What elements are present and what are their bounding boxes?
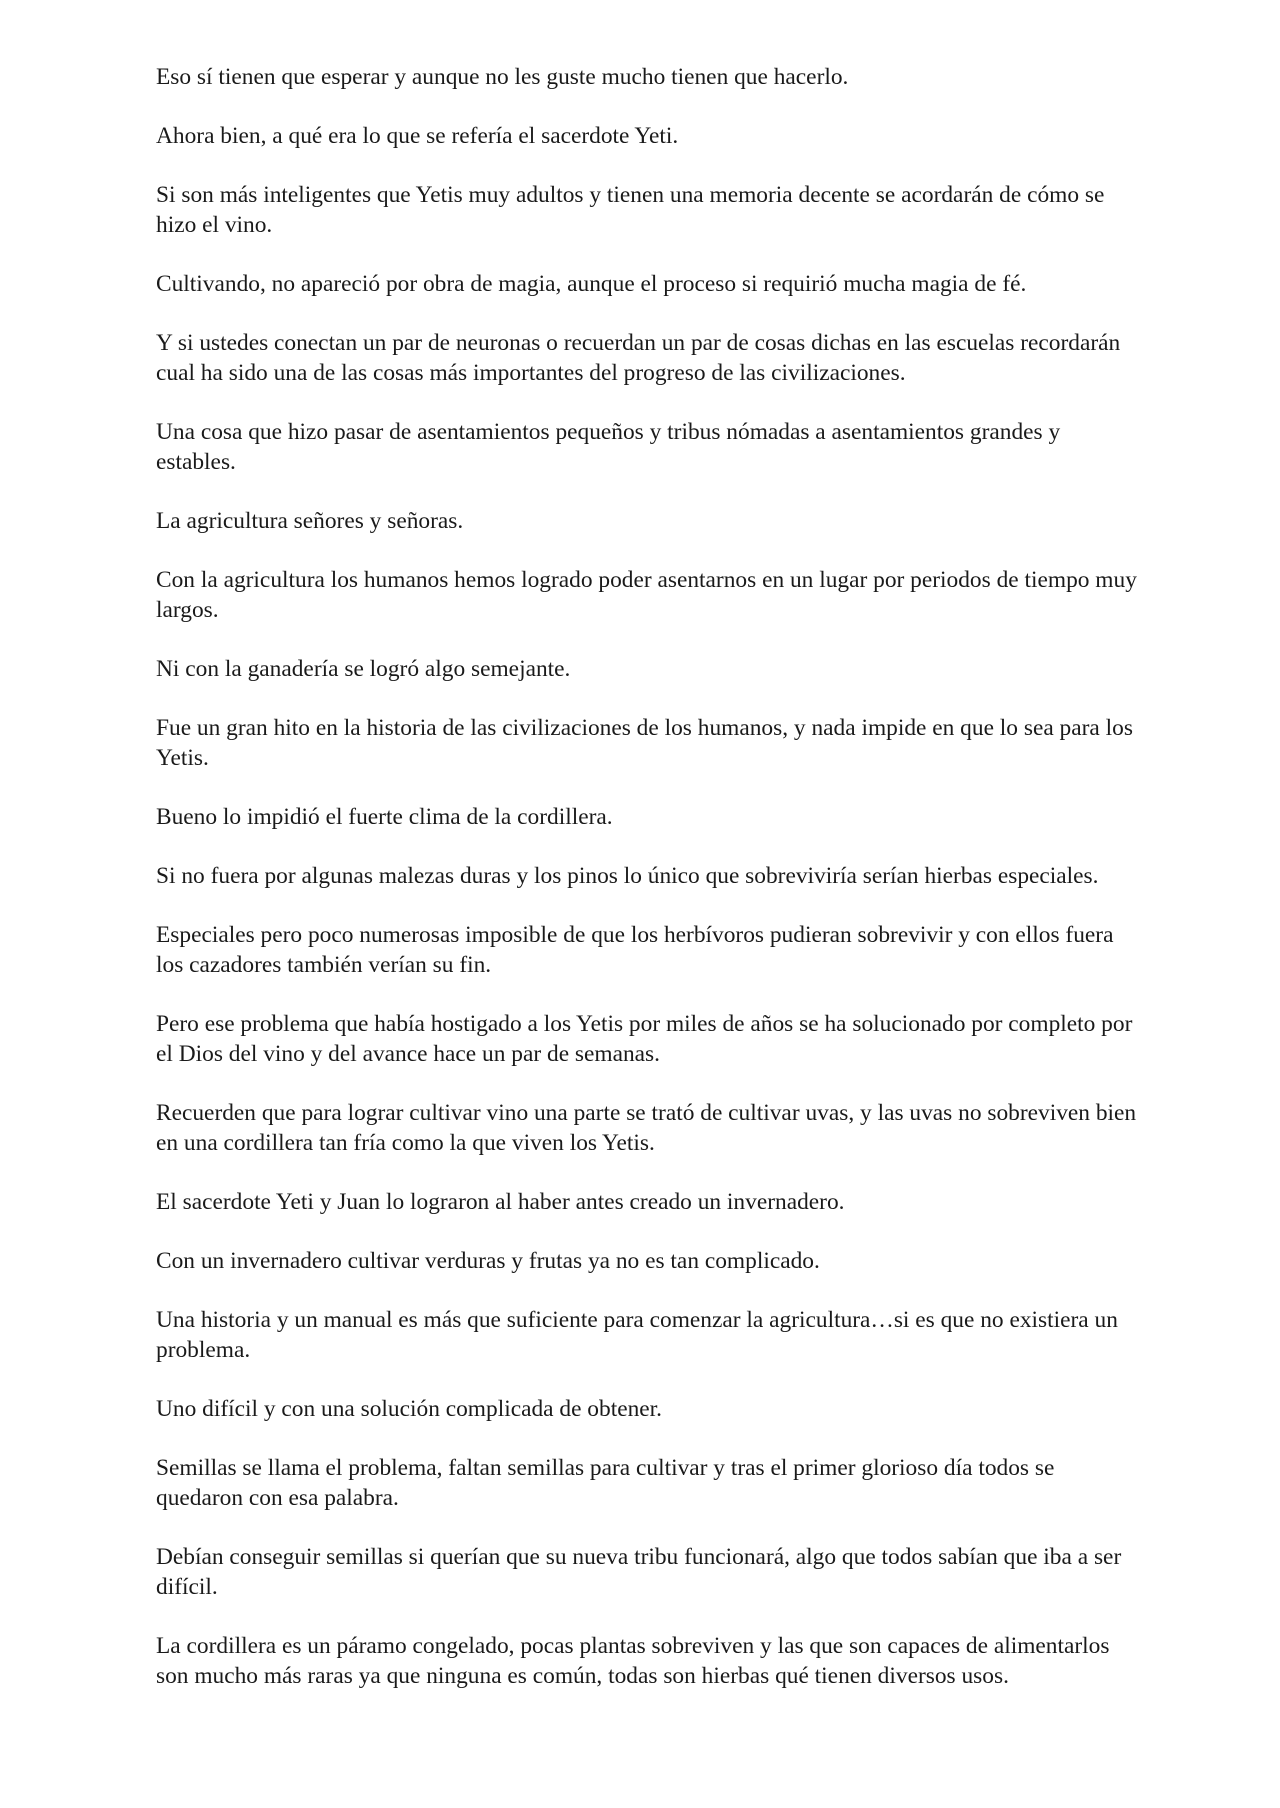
paragraph-4: Cultivando, no apareció por obra de magia, aunque el proceso si requirió mucha magia de fé. xyxy=(156,271,1027,297)
paragraph-15: Recuerden que para lograr cultivar vino una parte se trató de cultivar uvas, y las uvas no sobreviven bien en una cordillera tan fría como la que viven los Yetis. xyxy=(156,1100,1137,1156)
paragraph-5: Y si ustedes conectan un par de neuronas o recuerdan un par de cosas dichas en las escuelas recordarán cual ha sido una de las cosas más importantes del progreso de las civilizaciones. xyxy=(156,330,1121,386)
paragraph-1: Eso sí tienen que esperar y aunque no les guste mucho tienen que hacerlo. xyxy=(156,64,849,90)
paragraph-8: Con la agricultura los humanos hemos logrado poder asentarnos en un lugar por periodos de tiempo muy largos. xyxy=(156,567,1137,623)
paragraph-17: Con un invernadero cultivar verduras y frutas ya no es tan complicado. xyxy=(156,1248,820,1274)
paragraph-21: Debían conseguir semillas si querían que su nueva tribu funcionará, algo que todos sabían que iba a ser difícil. xyxy=(156,1544,1122,1600)
paragraph-6: Una cosa que hizo pasar de asentamientos pequeños y tribus nómadas a asentamientos grandes y estables. xyxy=(156,419,1061,475)
paragraph-7: La agricultura señores y señoras. xyxy=(156,508,464,534)
paragraph-14: Pero ese problema que había hostigado a los Yetis por miles de años se ha solucionado por completo por el Dios del vino y del avance hace un par de semanas. xyxy=(156,1011,1133,1067)
paragraph-11: Bueno lo impidió el fuerte clima de la cordillera. xyxy=(156,804,613,830)
paragraph-3: Si son más inteligentes que Yetis muy adultos y tienen una memoria decente se acordarán de cómo se hizo el vino. xyxy=(156,182,1105,238)
document-page xyxy=(156,62,1138,1720)
paragraph-13: Especiales pero poco numerosas imposible de que los herbívoros pudieran sobrevivir y con ellos fuera los cazadores también verían su fin. xyxy=(156,922,1114,978)
paragraph-18: Una historia y un manual es más que suficiente para comenzar la agricultura…si es que no existiera un problema. xyxy=(156,1307,1118,1363)
paragraph-19: Uno difícil y con una solución complicada de obtener. xyxy=(156,1396,663,1422)
paragraph-20: Semillas se llama el problema, faltan semillas para cultivar y tras el primer glorioso día todos se quedaron con esa palabra. xyxy=(156,1455,1055,1511)
paragraph-2: Ahora bien, a qué era lo que se refería el sacerdote Yeti. xyxy=(156,123,679,149)
paragraph-16: El sacerdote Yeti y Juan lo lograron al haber antes creado un invernadero. xyxy=(156,1189,845,1215)
paragraph-10: Fue un gran hito en la historia de las civilizaciones de los humanos, y nada impide en que lo sea para los Yetis. xyxy=(156,715,1133,771)
paragraph-22: La cordillera es un páramo congelado, pocas plantas sobreviven y las que son capaces de alimentarlos son mucho más raras ya que ninguna es común, todas son hierbas qué tienen diversos usos. xyxy=(156,1633,1110,1689)
paragraph-12: Si no fuera por algunas malezas duras y los pinos lo único que sobreviviría serían hierbas especiales. xyxy=(156,863,1099,889)
paragraph-9: Ni con la ganadería se logró algo semejante. xyxy=(156,656,571,682)
